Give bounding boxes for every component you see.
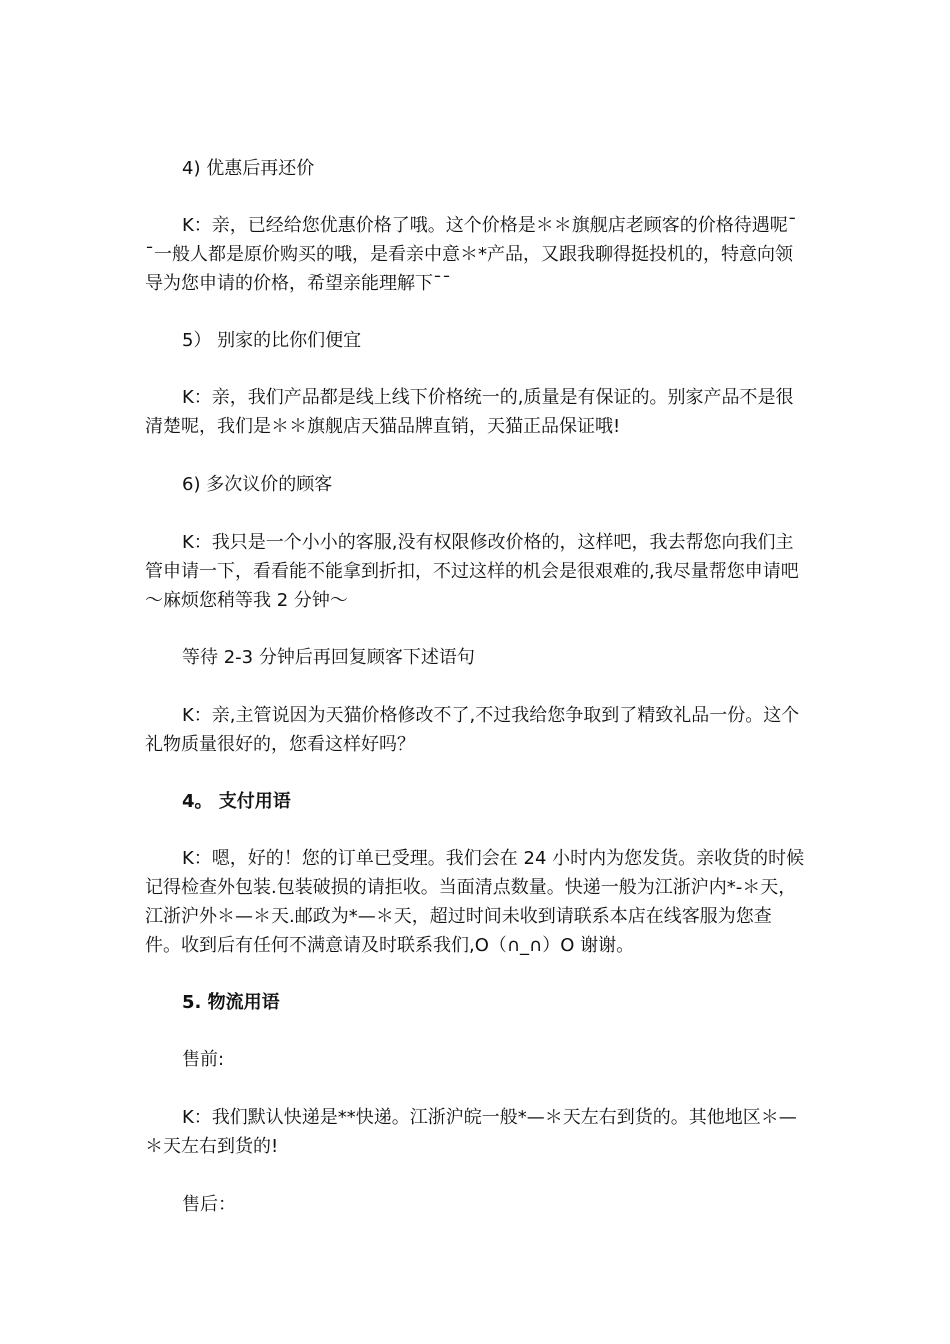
section-title-logistics: 5. 物流用语 xyxy=(182,992,280,1013)
paragraph-repeated-bargaining: K：我只是一个小小的客服,没有权限修改价格的，这样吧，我去帮您向我们主管申请一下，看看能不能拿到折扣，不过这样的机会是很艰难的,我尽量帮您申请吧～麻烦您稍等我 2 分钟～ xyxy=(145,532,799,611)
paragraph-cheaper-elsewhere: K：亲，我们产品都是线上线下价格统一的,质量是有保证的。别家产品不是很清楚呢，我们是＊＊旗舰店天猫品牌直销，天猫正品保证哦! xyxy=(145,387,794,437)
section-title-payment: 4。 支付用语 xyxy=(182,791,291,812)
paragraph-manager-reply: K：亲,主管说因为天猫价格修改不了,不过我给您争取到了精致礼品一份。这个礼物质量很好的，您看这样好吗？ xyxy=(145,705,800,755)
heading-haggle-after-discount: 4) 优惠后再还价 xyxy=(182,158,315,179)
note-wait-minutes: 等待 2-3 分钟后再回复顾客下述语句 xyxy=(182,647,475,668)
heading-cheaper-elsewhere: 5） 别家的比你们便宜 xyxy=(182,330,362,351)
paragraph-pre-sale: K：我们默认快递是**快递。江浙沪皖一般*—＊天左右到货的。其他地区＊—＊天左右到货的! xyxy=(145,1107,797,1157)
paragraph-payment: K：嗯，好的！您的订单已受理。我们会在 24 小时内为您发货。亲收货的时候记得检查外包装.包装破损的请拒收。当面清点数量。快递一般为江浙沪内*-＊天，江浙沪外＊—＊天.邮政为*—＊天，超过时间未收到请联系本店在线客服为您查件。收到后有任何不满意请及时联系我们,O（∩_∩）O 谢谢。 xyxy=(145,848,805,956)
label-pre-sale: 售前: xyxy=(182,1049,225,1070)
heading-repeated-bargaining: 6) 多次议价的顾客 xyxy=(182,474,333,495)
paragraph-haggle-after-discount: K：亲，已经给您优惠价格了哦。这个价格是＊＊旗舰店老顾客的价格待遇呢¯¯一般人都是原价购买的哦，是看亲中意＊*产品，又跟我聊得挺投机的，特意向领导为您申请的价格，希望亲能理解下¯¯ xyxy=(145,215,797,294)
label-after-sale: 售后： xyxy=(182,1194,236,1215)
